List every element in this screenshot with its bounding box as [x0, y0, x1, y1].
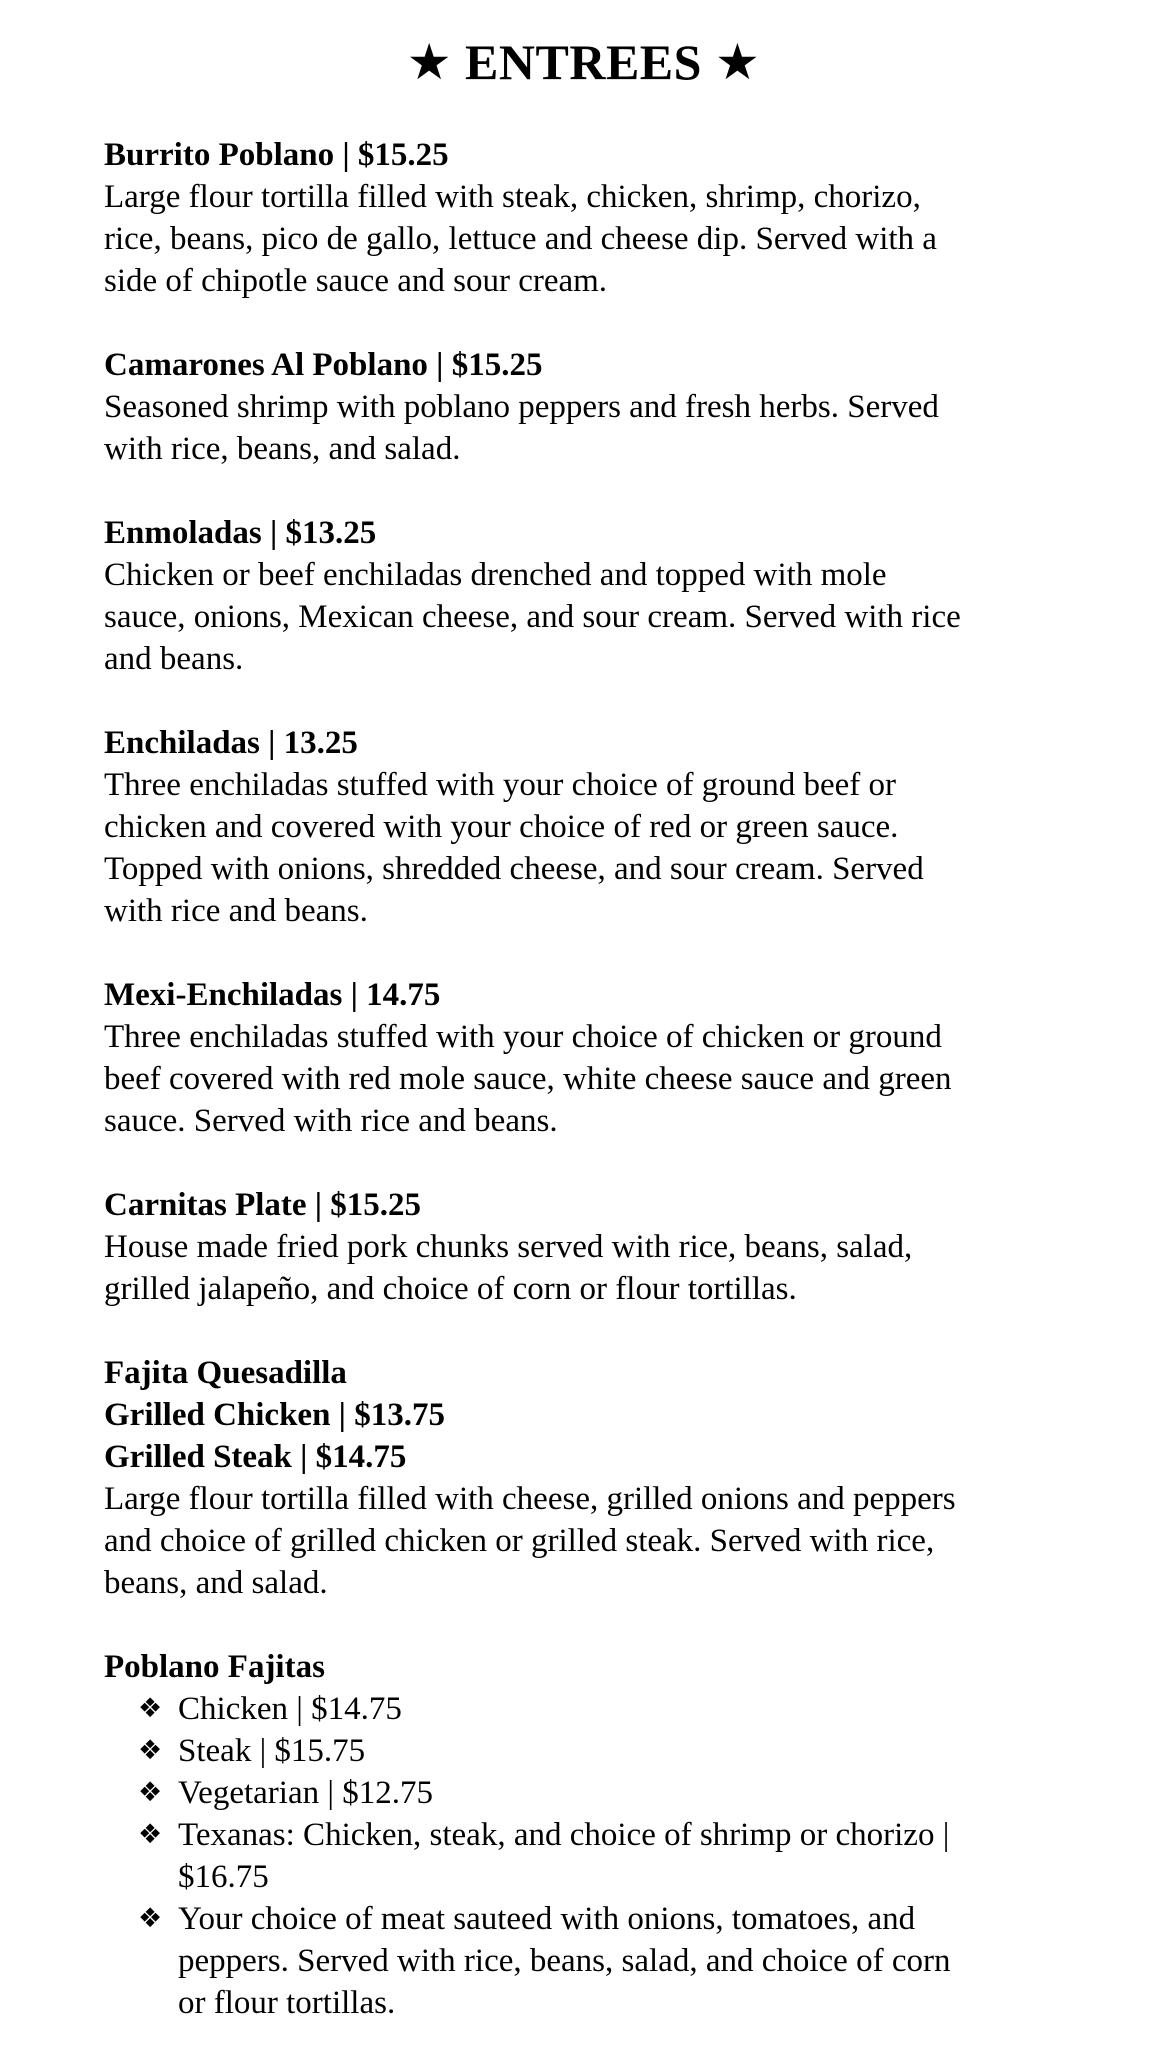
list-item-line: Your choice of meat sauteed with onions, tomatoes, and — [178, 1901, 916, 1937]
diamond-bullet-icon: ❖ — [138, 1819, 163, 1850]
list-item-line: peppers. Served with rice, beans, salad, and choice of corn — [178, 1943, 951, 1979]
entry-heading: Fajita Quesadilla — [104, 1355, 347, 1391]
entry-description-line: with rice, beans, and salad. — [104, 431, 461, 467]
entry-description-line: Seasoned shrimp with poblano peppers and fresh herbs. Served — [104, 389, 939, 425]
fajita-options-list — [104, 1688, 1064, 2024]
list-item-line: Chicken | $14.75 — [178, 1691, 402, 1727]
entry-heading: Enmoladas | $13.25 — [104, 515, 377, 551]
entrees-list — [104, 134, 1064, 2066]
entry-description-line: rice, beans, pico de gallo, lettuce and cheese dip. Served with a — [104, 221, 937, 257]
list-item-line: Vegetarian | $12.75 — [178, 1775, 433, 1811]
entry-description-line: beef covered with red mole sauce, white cheese sauce and green — [104, 1061, 952, 1097]
entry-description-line: Topped with onions, shredded cheese, and sour cream. Served — [104, 851, 924, 887]
list-item-line: Steak | $15.75 — [178, 1733, 366, 1769]
entry-description-line: and choice of grilled chicken or grilled steak. Served with rice, — [104, 1523, 935, 1559]
diamond-bullet-icon: ❖ — [138, 1735, 163, 1766]
list-item-line: or flour tortillas. — [178, 1985, 396, 2021]
page-title — [0, 30, 1167, 94]
entry-option: Grilled Chicken | $13.75 — [104, 1397, 445, 1433]
entry-description-line: Three enchiladas stuffed with your choice of ground beef or — [104, 767, 897, 803]
entry-description-line: Three enchiladas stuffed with your choice of chicken or ground — [104, 1019, 942, 1055]
entry-description-line: and beans. — [104, 641, 244, 677]
list-item — [138, 1814, 1064, 1898]
list-item-line: $16.75 — [178, 1859, 269, 1895]
entry-description-line: Large flour tortilla filled with steak, chicken, shrimp, chorizo, — [104, 179, 921, 215]
diamond-bullet-icon: ❖ — [138, 1693, 163, 1724]
entry-description-line: sauce, onions, Mexican cheese, and sour cream. Served with rice — [104, 599, 961, 635]
entry-description-line: grilled jalapeño, and choice of corn or flour tortillas. — [104, 1271, 797, 1307]
list-item — [138, 1898, 1064, 2024]
menu-entry-burrito-poblano — [104, 134, 1064, 302]
menu-entry-fajita-quesadilla — [104, 1352, 1064, 1604]
list-item — [138, 1688, 1064, 1730]
entry-description-line: side of chipotle sauce and sour cream. — [104, 263, 608, 299]
list-item — [138, 1772, 1064, 1814]
entry-description-line: chicken and covered with your choice of red or green sauce. — [104, 809, 899, 845]
entry-heading: Carnitas Plate | $15.25 — [104, 1187, 422, 1223]
star-icon: ★ — [714, 33, 761, 91]
title-text: ENTREES — [465, 34, 702, 90]
entry-heading: Mexi-Enchiladas | 14.75 — [104, 977, 441, 1013]
entry-option: Grilled Steak | $14.75 — [104, 1439, 407, 1475]
entry-description-line: Chicken or beef enchiladas drenched and topped with mole — [104, 557, 887, 593]
menu-entry-enmoladas — [104, 512, 1064, 680]
entry-heading: Enchiladas | 13.25 — [104, 725, 358, 761]
menu-entry-poblano-fajitas — [104, 1646, 1064, 2024]
list-item — [138, 1730, 1064, 1772]
star-icon: ★ — [406, 33, 453, 91]
menu-entry-camarones-al-poblano — [104, 344, 1064, 470]
diamond-bullet-icon: ❖ — [138, 1903, 163, 1934]
menu-entry-carnitas-plate — [104, 1184, 1064, 1310]
list-item-line: Texanas: Chicken, steak, and choice of shrimp or chorizo | — [178, 1817, 950, 1853]
entry-heading: Camarones Al Poblano | $15.25 — [104, 347, 543, 383]
entry-description-line: House made fried pork chunks served with rice, beans, salad, — [104, 1229, 913, 1265]
diamond-bullet-icon: ❖ — [138, 1777, 163, 1808]
entry-heading: Poblano Fajitas — [104, 1649, 325, 1685]
menu-entry-mexi-enchiladas — [104, 974, 1064, 1142]
entry-description-line: Large flour tortilla filled with cheese, grilled onions and peppers — [104, 1481, 956, 1517]
entry-description-line: sauce. Served with rice and beans. — [104, 1103, 558, 1139]
menu-entry-enchiladas — [104, 722, 1064, 932]
entry-heading: Burrito Poblano | $15.25 — [104, 137, 449, 173]
entry-description-line: with rice and beans. — [104, 893, 368, 929]
entry-description-line: beans, and salad. — [104, 1565, 328, 1601]
